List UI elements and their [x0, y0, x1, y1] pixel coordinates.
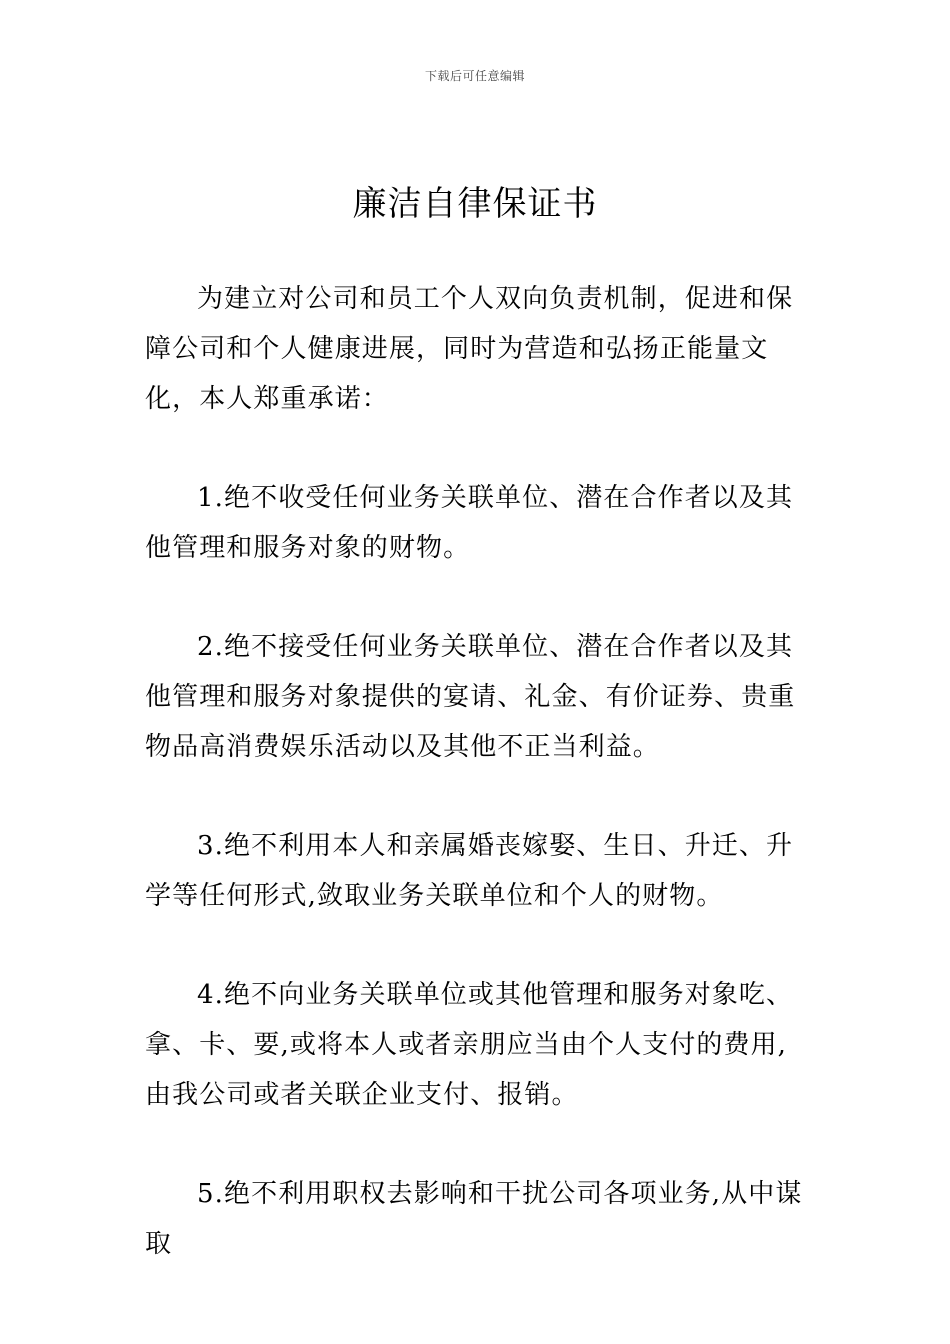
- pledge-item-4: 4.绝不向业务关联单位或其他管理和服务对象吃、拿、卡、要,或将本人或者亲朋应当由个人支付的费用,由我公司或者关联企业支付、报销。: [145, 980, 794, 1110]
- header-note: 下载后可任意编辑: [424, 69, 525, 83]
- pledge-item-1: 1.绝不收受任何业务关联单位、潜在合作者以及其他管理和服务对象的财物。: [145, 483, 794, 563]
- pledge-item-5: 5.绝不利用职权去影响和干扰公司各项业务,从中谋取: [145, 1179, 803, 1259]
- document-body: [145, 274, 810, 1318]
- pledge-item-2: 2.绝不接受任何业务关联单位、潜在合作者以及其他管理和服务对象提供的宴请、礼金、有价证券、贵重物品高消费娱乐活动以及其他不正当利益。: [145, 632, 796, 762]
- document-title: 廉洁自律保证书: [352, 184, 598, 224]
- intro-paragraph: 为建立对公司和员工个人双向负责机制，促进和保障公司和个人健康进展，同时为营造和弘扬正能量文化，本人郑重承诺：: [145, 284, 794, 414]
- pledge-item-3: 3.绝不利用本人和亲属婚丧嫁娶、生日、升迁、升学等任何形式,敛取业务关联单位和个人的财物。: [145, 831, 794, 911]
